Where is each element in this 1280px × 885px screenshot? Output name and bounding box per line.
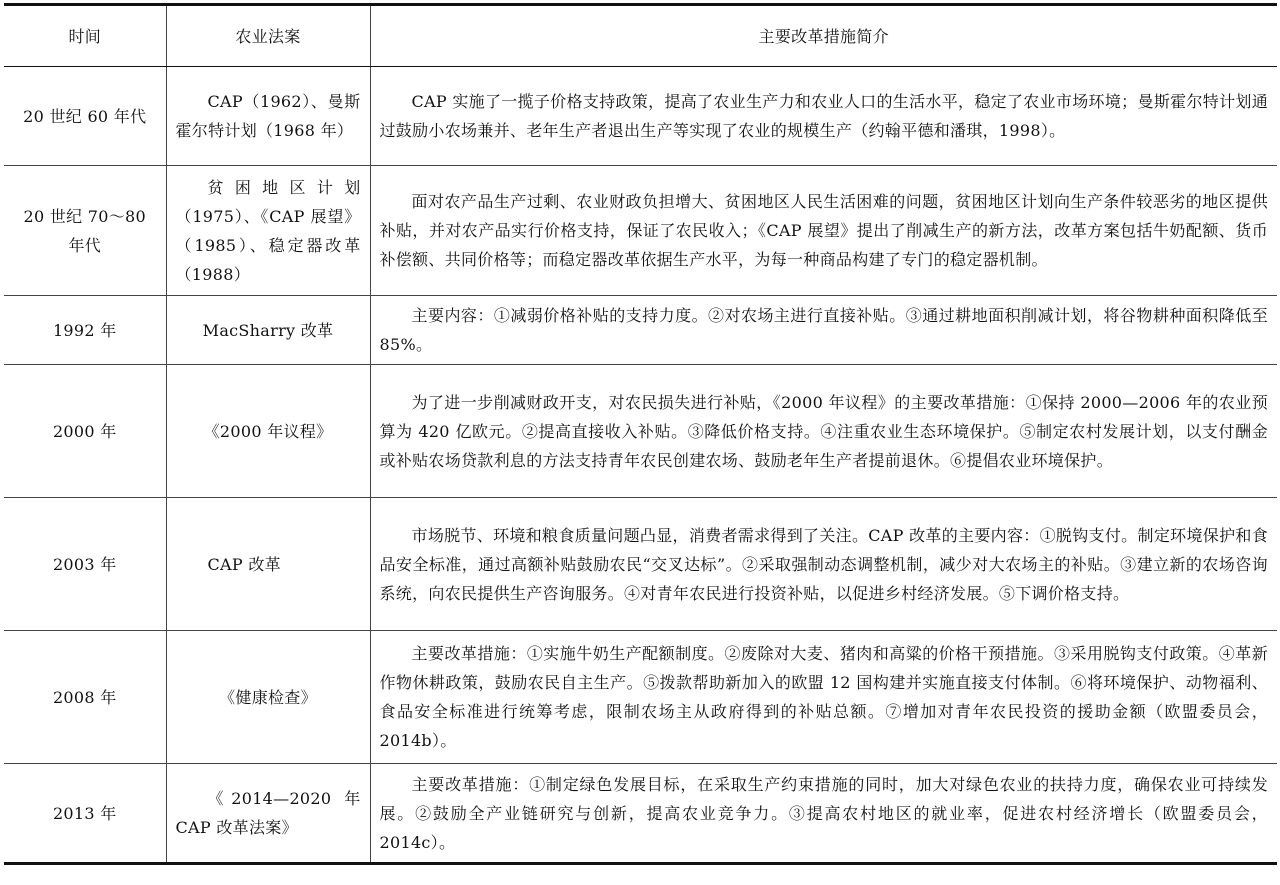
cell-measures: 主要改革措施：①制定绿色发展目标，在采取生产约束措施的同时，加大对绿色农业的扶持力度，确保农业可持续发展。②鼓励全产业链研究与创新，提高农业竞争力。③提高农村地区的就业率，促进农村经济增长（欧盟委员会，2014c）。 [370,764,1277,864]
cell-time: 2003 年 [4,498,166,631]
table-row [4,67,1277,166]
table-row [4,631,1277,764]
table-row [4,166,1277,296]
cell-time: 2013 年 [4,764,166,864]
table-header [4,5,1277,67]
cell-measures: 为了进一步削减财政开支，对农民损失进行补贴，《2000 年议程》的主要改革措施：①保持 2000—2006 年的农业预算为 420 亿欧元。②提高直接收入补贴。③降低价格支持。④注重农业生态环境保护。⑤制定农村发展计划，以支付酬金或补贴农场贷款利息的方法支持青年农民创建农场、鼓励老年生产者提前退休。⑥提倡农业环境保护。 [370,365,1277,498]
table-row [4,365,1277,498]
cell-measures: CAP 实施了一揽子价格支持政策，提高了农业生产力和农业人口的生活水平，稳定了农业市场环境；曼斯霍尔特计划通过鼓励小农场兼并、老年生产者退出生产等实现了农业的规模生产（约翰平德和潘琪，1998）。 [370,67,1277,166]
cell-time: 20 世纪 60 年代 [4,67,166,166]
cell-time: 1992 年 [4,296,166,365]
table-row [4,498,1277,631]
cell-time: 20 世纪 70～80 年代 [4,166,166,296]
cell-law: CAP 改革 [166,498,370,631]
cell-time: 2000 年 [4,365,166,498]
cell-measures: 面对农产品生产过剩、农业财政负担增大、贫困地区人民生活困难的问题，贫困地区计划向生产条件较恶劣的地区提供补贴，并对农产品实行价格支持，保证了农民收入；《CAP 展望》提出了削减生产的新方法，改革方案包括牛奶配额、货币补偿额、共同价格等；而稳定器改革依据生产水平，为每一种商品构建了专门的稳定器机制。 [370,166,1277,296]
cell-time: 2008 年 [4,631,166,764]
cell-measures: 主要改革措施：①实施牛奶生产配额制度。②废除对大麦、猪肉和高粱的价格干预措施。③采用脱钩支付政策。④革新作物休耕政策，鼓励农民自主生产。⑤拨款帮助新加入的欧盟 12 国构建并实施直接支付体制。⑥将环境保护、动物福利、食品安全标准进行统筹考虑，限制农场主从政府得到的补贴总额。⑦增加对青年农民投资的援助金额（欧盟委员会，2014b）。 [370,631,1277,764]
cell-law: 《健康检查》 [166,631,370,764]
header-row [4,5,1277,67]
reform-table-container [4,3,1277,865]
cell-law: 《2014—2020 年 CAP 改革法案》 [166,764,370,864]
header-measures: 主要改革措施简介 [370,5,1277,67]
table-row [4,764,1277,864]
table-row [4,296,1277,365]
table-body [4,67,1277,864]
header-law: 农业法案 [166,5,370,67]
cell-measures: 市场脱节、环境和粮食质量问题凸显，消费者需求得到了关注。CAP 改革的主要内容：①脱钩支付。制定环境保护和食品安全标准，通过高额补贴鼓励农民“交叉达标”。②采取强制动态调整机制，减少对大农场主的补贴。③建立新的农场咨询系统，向农民提供生产咨询服务。④对青年农民进行投资补贴，以促进乡村经济发展。⑤下调价格支持。 [370,498,1277,631]
header-time: 时间 [4,5,166,67]
cell-law: MacSharry 改革 [166,296,370,365]
cell-measures: 主要内容：①减弱价格补贴的支持力度。②对农场主进行直接补贴。③通过耕地面积削减计划，将谷物耕种面积降低至 85%。 [370,296,1277,365]
cap-reform-table [4,3,1277,865]
cell-law: CAP（1962）、曼斯霍尔特计划（1968 年） [166,67,370,166]
cell-law: 《2000 年议程》 [166,365,370,498]
cell-law: 贫困地区计划（1975）、《CAP 展望》（1985）、稳定器改革（1988） [166,166,370,296]
